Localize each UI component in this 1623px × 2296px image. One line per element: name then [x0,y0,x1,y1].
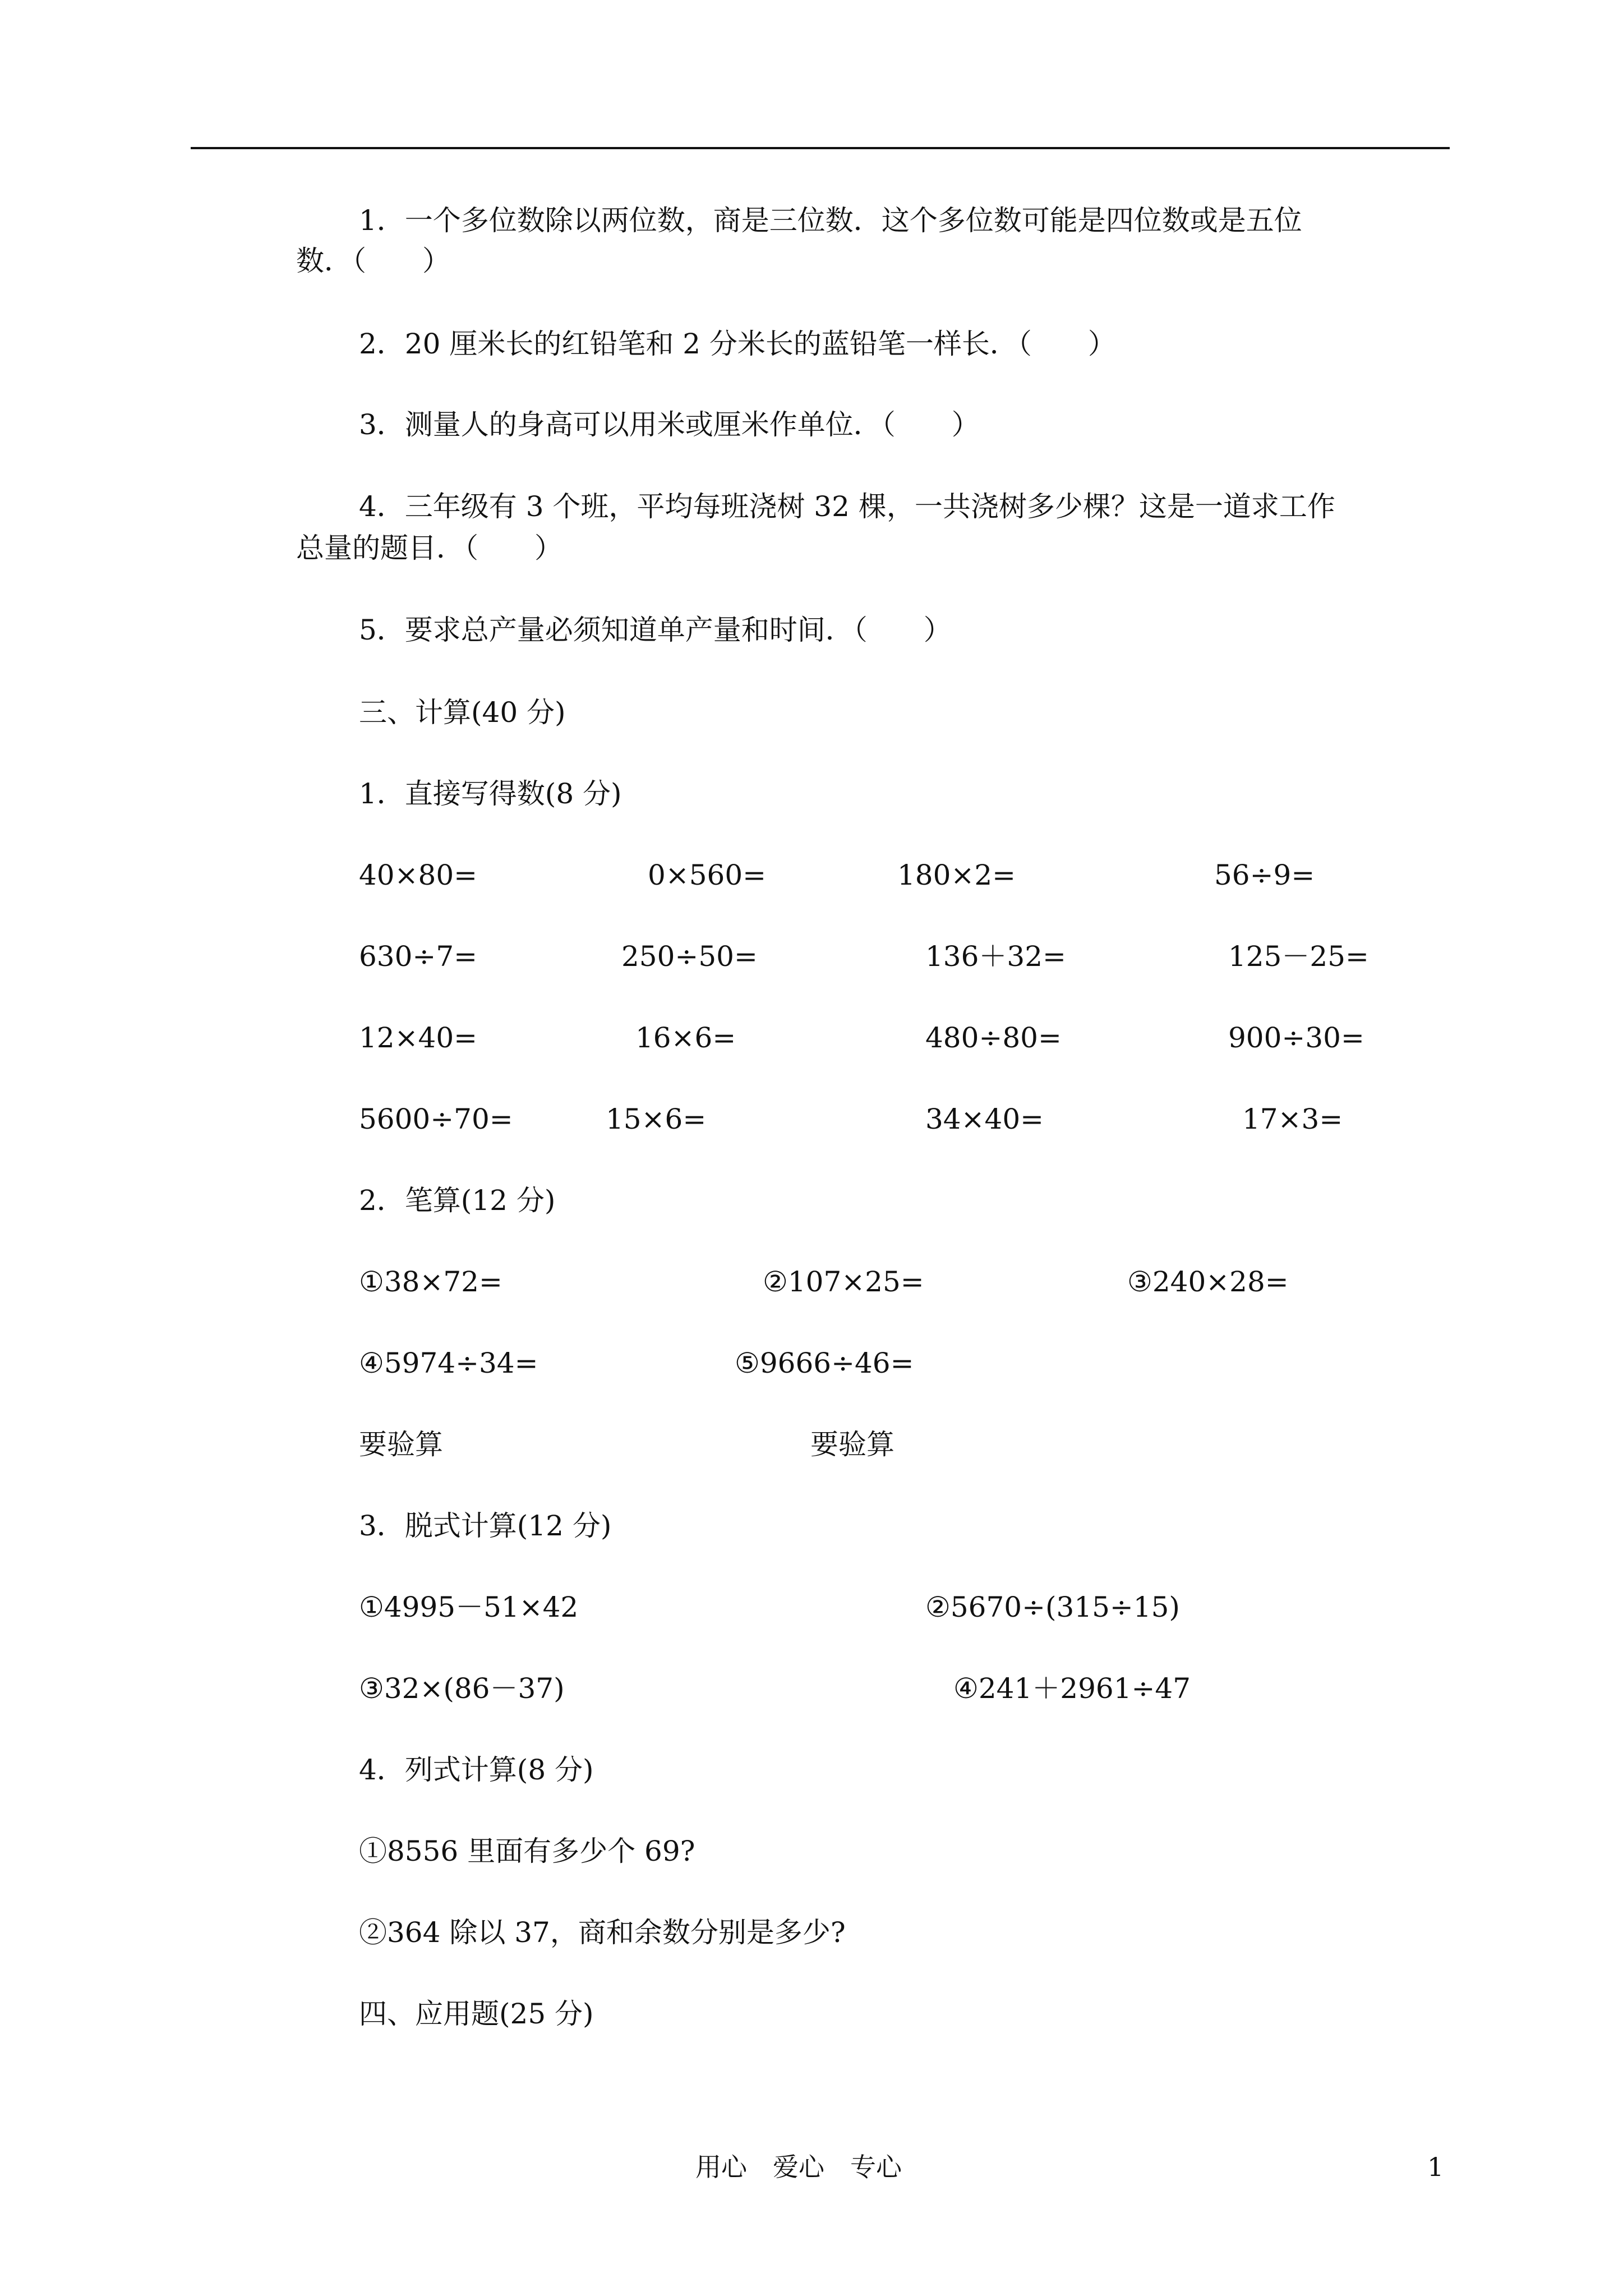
oral-calc-item: 12×40= [359,1022,478,1054]
question-1-line2: 数．（ ） [296,245,450,277]
oral-calc-item: 16×6= [635,1022,736,1054]
oral-calc-item: 180×2= [897,859,1016,891]
section-4-heading: 四、应用题(25 分) [359,1998,594,2030]
step-calc-item: ④241＋2961÷47 [953,1672,1191,1705]
oral-calc-item: 0×560= [648,859,767,891]
written-calc-item: ③240×28= [1127,1266,1289,1298]
question-5: 5．要求总产量必须知道单产量和时间．（ ） [359,614,952,646]
oral-calc-item: 40×80= [359,859,478,891]
verify-note: 要验算 [810,1428,895,1461]
step-calc-item: ②5670÷(315÷15) [925,1591,1180,1623]
step-calc-item: ①4995－51×42 [359,1591,579,1623]
question-4-line1: 4．三年级有 3 个班，平均每班浇树 32 棵，一共浇树多少棵？这是一道求工作 [359,490,1335,523]
oral-calc-item: 630÷7= [359,940,478,973]
oral-calc-item: 5600÷70= [359,1103,513,1135]
written-calc-item: ②107×25= [763,1266,924,1298]
oral-calc-item: 34×40= [925,1103,1044,1135]
part-3-heading: 3．脱式计算(12 分) [359,1510,612,1542]
header-rule [191,147,1450,149]
step-calc-item: ③32×(86－37) [359,1672,565,1705]
oral-calc-item: 250÷50= [621,940,758,973]
written-calc-item: ④5974÷34= [359,1347,538,1379]
oral-calc-item: 480÷80= [925,1022,1062,1054]
question-2: 2．20 厘米长的红铅笔和 2 分米长的蓝铅笔一样长．（ ） [359,328,1116,360]
oral-calc-item: 136＋32= [925,940,1066,973]
part-2-heading: 2．笔算(12 分) [359,1184,556,1217]
part-1-heading: 1．直接写得数(8 分) [359,777,622,810]
oral-calc-item: 900÷30= [1228,1022,1364,1054]
written-calc-item: ⑤9666÷46= [735,1347,914,1379]
question-1-line1: 1．一个多位数除以两位数，商是三位数．这个多位数可能是四位数或是五位 [359,204,1302,237]
section-3-heading: 三、计算(40 分) [359,696,566,729]
oral-calc-item: 125－25= [1228,940,1369,973]
oral-calc-item: 56÷9= [1214,859,1315,891]
oral-calc-item: 15×6= [606,1103,707,1135]
question-4-line2: 总量的题目．（ ） [296,532,562,564]
written-calc-item: ①38×72= [359,1266,502,1298]
equation-item: ②364 除以 37，商和余数分别是多少? [359,1916,846,1949]
page-number: 1 [1427,2152,1444,2182]
verify-note: 要验算 [359,1428,443,1461]
oral-calc-item: 17×3= [1242,1103,1343,1135]
question-3: 3．测量人的身高可以用米或厘米作单位．（ ） [359,408,980,441]
footer-motto: 用心 爱心 专心 [695,2152,902,2182]
part-4-heading: 4．列式计算(8 分) [359,1754,594,1786]
equation-item: ①8556 里面有多少个 69? [359,1835,695,1867]
